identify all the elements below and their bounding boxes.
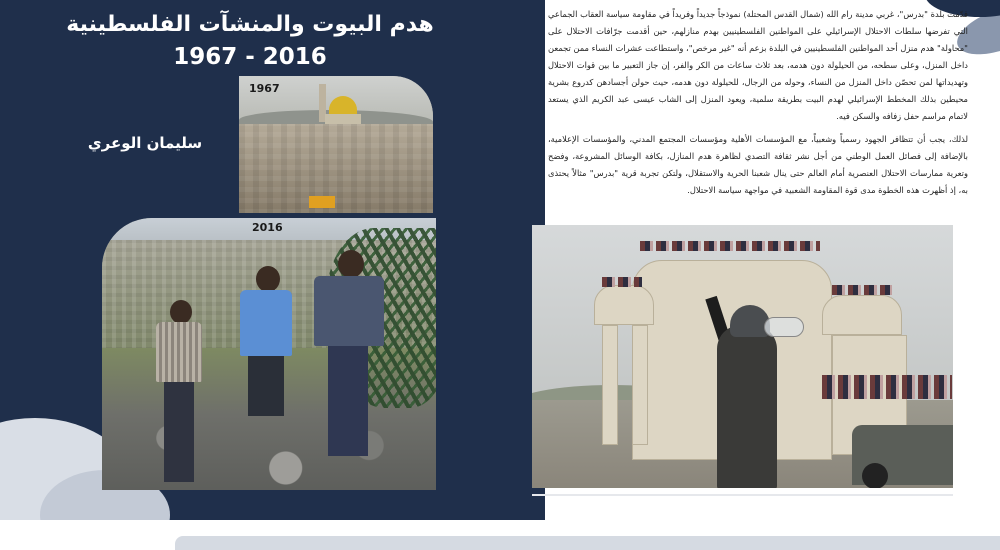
title-line-2: 1967 - 2016 [173,44,327,70]
article-paragraph: لذلك، يجب أن تتظافر الجهود رسمياً وشعبياً، مع المؤسسات الأهلية ومؤسسات المجتمع المدني، والمؤسسات الإعلامية، بالإضافة إلى فصائل العمل الوطني من أجل نشر ثقافة التصدي لظاهرة هدم المنازل، بكافة الوسائل المشروعة، وفضح وتعرية ممارسات الاحتلال العنصرية أمام العالم حتى ينال شعبنا الحرية والاستقلال، ولتكن تجربة قرية "بدرس" مثالاً يحتذى به، إذ أظهرت هذه الخطوة مدى قوة المقاومة الشعبية في مواجهة سياسة الاحتلال. [548,134,968,195]
bottom-bar [175,536,1000,550]
article-paragraph: قدّمت بلدة "بدرس"، غربي مدينة رام الله (شمال القدس المحتلة) نموذجاً جديداً وفريداً في مقاومة سياسة العقاب الجماعي التي تفرضها سلطات الاحتلال الإسرائيلي على المواطنين الفلسطينيين بهدم منازلهم، حين أقدمت جرّافات الاحتلال على "محاولة" هدم منزل أحد المواطنين الفلسطينيين في البلدة بزعم أنه "غير مرخص"، واستطاعت عشرات النساء ممن تجمعن داخل المنزل، وعلى سطحه، من الحيلولة دون هدمه، بعد ثلاث ساعات من الكر والفر، إن جاز التعبير ما بين قوات الاحتلال وتهديداتها لمن تحصّن داخل المنزل من النساء، وحوله من الرجال، للحيلولة دون هدمه، حيث حولن أجسادهن كدروع بشرية محيطين بذلك المخطط الإسرائيلي لهدم البيت بطريقة سلمية، ويعود المنزل إلى الشاب عيسى عبد الكريم الذي يستعد لاتمام مراسم حفل زفافه والسكن فيه. [548,9,968,121]
photo-1967-jerusalem [239,76,433,213]
photo-house-demolition [532,225,953,488]
crowd-on-balcony [832,285,892,295]
house-balcony [822,295,902,335]
soldier-visor [764,317,804,337]
photo-year-label: 1967 [249,82,280,95]
crowd-on-roof [602,277,642,287]
soldier-helmet [730,305,770,337]
soldier-figure [717,325,777,488]
house-pillar [632,325,648,445]
article-body [548,6,968,205]
photo-old-city [239,124,433,213]
divider-line [532,494,953,496]
bulldozer-shape [309,196,335,208]
bottom-strip [0,520,1000,550]
title-line-1: هدم البيوت والمنشآت الفلسطينية [66,12,434,37]
photo-2016-children [102,218,436,490]
house-pillar [602,325,618,445]
jeep-wheel [862,463,888,488]
crowd-bystanders [822,375,952,399]
child-figure [154,300,204,490]
photo-year-label: 2016 [252,221,283,234]
child-figure [238,266,294,476]
article-title [40,8,460,72]
child-figure [314,250,384,470]
author-name: سليمان الوعري [87,134,203,152]
house-balcony [594,285,654,325]
crowd-on-roof [640,241,820,251]
dome-base-shape [325,114,361,124]
